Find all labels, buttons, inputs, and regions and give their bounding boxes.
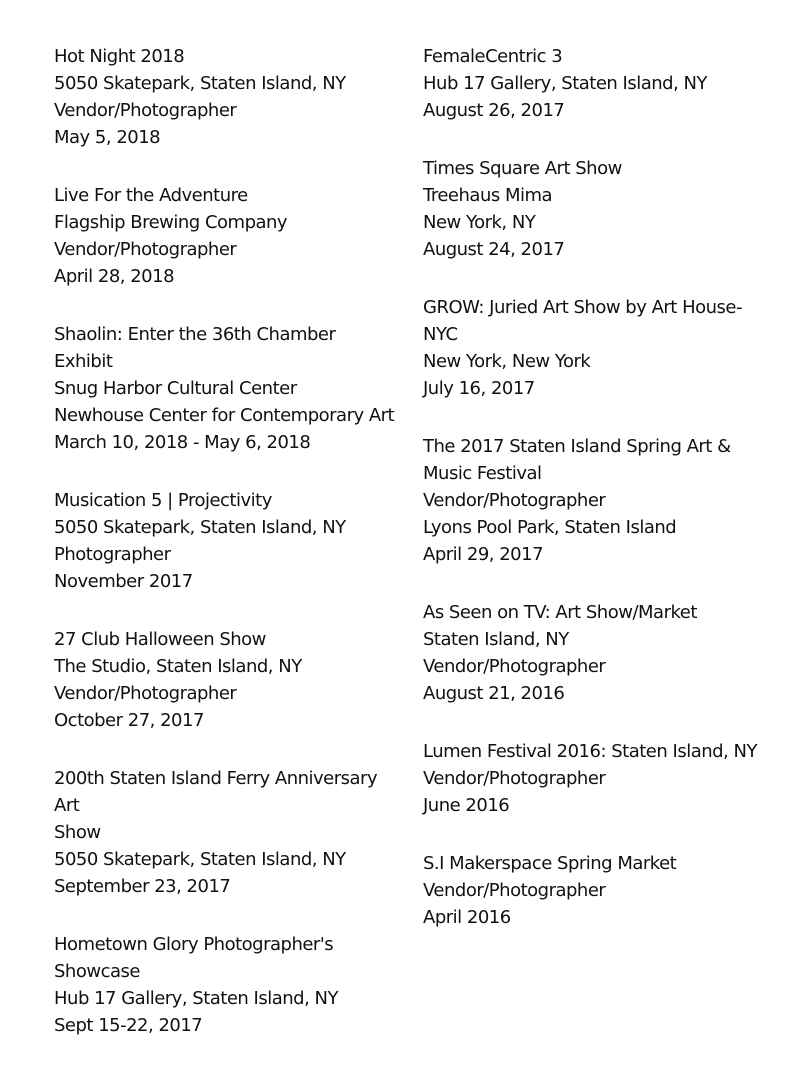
event-date: April 2016 bbox=[423, 907, 511, 928]
event-date: June 2016 bbox=[423, 795, 510, 816]
event-entry-ferry-anniversary bbox=[54, 765, 399, 900]
event-role: Photographer bbox=[54, 544, 171, 565]
event-title: The 2017 Staten Island Spring Art & bbox=[423, 436, 731, 457]
event-location: New York, New York bbox=[423, 351, 591, 372]
event-title: Live For the Adventure bbox=[54, 185, 248, 206]
event-title: Times Square Art Show bbox=[423, 158, 622, 179]
event-title-continued: Showcase bbox=[54, 961, 140, 982]
event-date: May 5, 2018 bbox=[54, 127, 161, 148]
event-venue: Snug Harbor Cultural Center bbox=[54, 378, 297, 399]
event-role: Vendor/Photographer bbox=[54, 100, 237, 121]
event-venue-detail: Newhouse Center for Contemporary Art bbox=[54, 405, 395, 426]
event-date: Sept 15-22, 2017 bbox=[54, 1015, 203, 1036]
event-role: Vendor/Photographer bbox=[423, 490, 606, 511]
event-title: Hometown Glory Photographer's bbox=[54, 934, 334, 955]
event-title: Hot Night 2018 bbox=[54, 46, 185, 67]
event-entry-spring-art-music-festival bbox=[423, 433, 758, 568]
event-venue: Lyons Pool Park, Staten Island bbox=[423, 517, 677, 538]
event-role: Vendor/Photographer bbox=[423, 656, 606, 677]
event-location: Staten Island, NY bbox=[423, 629, 569, 650]
event-venue: Hub 17 Gallery, Staten Island, NY bbox=[54, 988, 338, 1009]
event-entry-27-club-halloween bbox=[54, 626, 399, 734]
event-entry-femalecentric-3 bbox=[423, 43, 758, 124]
event-title-continued: Show bbox=[54, 822, 101, 843]
event-date: April 29, 2017 bbox=[423, 544, 544, 565]
event-date: March 10, 2018 - May 6, 2018 bbox=[54, 432, 311, 453]
event-entry-shaolin bbox=[54, 321, 399, 456]
event-title: As Seen on TV: Art Show/Market bbox=[423, 602, 697, 623]
left-column bbox=[54, 43, 399, 1070]
event-entry-times-square bbox=[423, 155, 758, 263]
event-date: August 21, 2016 bbox=[423, 683, 565, 704]
event-date: October 27, 2017 bbox=[54, 710, 204, 731]
event-venue: The Studio, Staten Island, NY bbox=[54, 656, 302, 677]
event-title: S.I Makerspace Spring Market bbox=[423, 853, 677, 874]
event-entry-hometown-glory bbox=[54, 931, 399, 1039]
event-entry-grow bbox=[423, 294, 758, 402]
event-date: November 2017 bbox=[54, 571, 193, 592]
right-column bbox=[423, 43, 758, 962]
event-venue: Treehaus Mima bbox=[423, 185, 553, 206]
event-date: August 24, 2017 bbox=[423, 239, 565, 260]
event-venue: Hub 17 Gallery, Staten Island, NY bbox=[423, 73, 707, 94]
event-date: August 26, 2017 bbox=[423, 100, 565, 121]
event-title: GROW: Juried Art Show by Art House- bbox=[423, 297, 742, 318]
event-date: July 16, 2017 bbox=[423, 378, 535, 399]
event-entry-as-seen-on-tv bbox=[423, 599, 758, 707]
event-title-continued: Music Festival bbox=[423, 463, 542, 484]
event-venue: Flagship Brewing Company bbox=[54, 212, 288, 233]
event-entry-lumen-festival bbox=[423, 738, 758, 819]
event-role: Vendor/Photographer bbox=[54, 683, 237, 704]
event-location: New York, NY bbox=[423, 212, 536, 233]
event-entry-makerspace-market bbox=[423, 850, 758, 931]
event-date: September 23, 2017 bbox=[54, 876, 231, 897]
event-title: 27 Club Halloween Show bbox=[54, 629, 266, 650]
event-role: Vendor/Photographer bbox=[54, 239, 237, 260]
event-title: 200th Staten Island Ferry Anniversary Art bbox=[54, 768, 378, 816]
event-venue: 5050 Skatepark, Staten Island, NY bbox=[54, 73, 346, 94]
event-role: Vendor/Photographer bbox=[423, 768, 606, 789]
event-title: Lumen Festival 2016: Staten Island, NY bbox=[423, 741, 757, 762]
event-entry-live-for-the-adventure bbox=[54, 182, 399, 290]
event-venue: 5050 Skatepark, Staten Island, NY bbox=[54, 849, 346, 870]
event-title: Shaolin: Enter the 36th Chamber Exhibit bbox=[54, 324, 336, 372]
event-role: Vendor/Photographer bbox=[423, 880, 606, 901]
event-entry-hot-night bbox=[54, 43, 399, 151]
event-entry-musication-5 bbox=[54, 487, 399, 595]
event-date: April 28, 2018 bbox=[54, 266, 175, 287]
event-venue: 5050 Skatepark, Staten Island, NY bbox=[54, 517, 346, 538]
event-title-continued: NYC bbox=[423, 324, 458, 345]
event-title: Musication 5 | Projectivity bbox=[54, 490, 272, 511]
event-title: FemaleCentric 3 bbox=[423, 46, 563, 67]
